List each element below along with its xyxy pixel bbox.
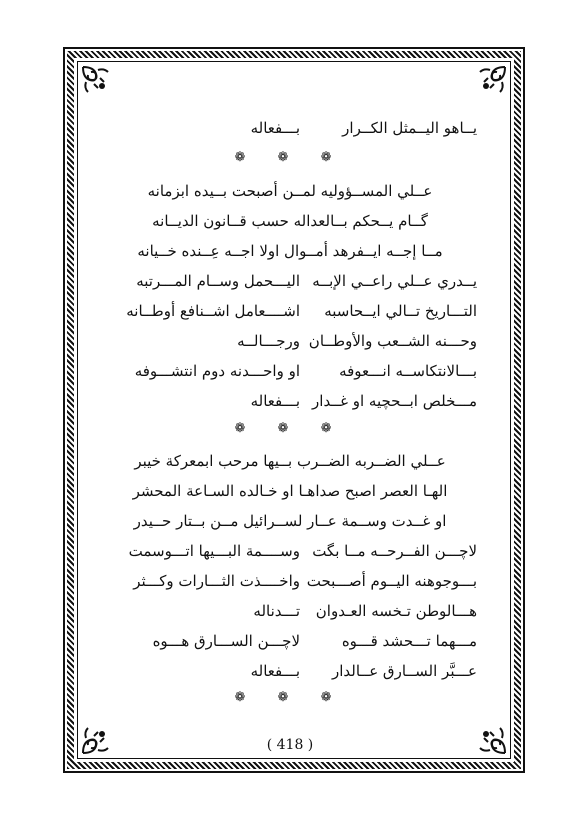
- verse-left-hemistich: واخــــذت الثـــارات وكـــثر: [133, 572, 300, 590]
- verse-right-hemistich: بـــوجوهنه اليــوم أصـــبحت: [306, 572, 477, 590]
- verse-right-hemistich: بـــالانتكاســه انـــعوفه: [339, 362, 477, 380]
- verse-left-hemistich: اليـــحمل وســام المـــرتبه: [136, 272, 300, 290]
- verse-line: گــام يــحكم بــالعداله حسب قــانون الديــانه: [152, 212, 428, 230]
- verse-right-hemistich: التـــاريخ تــالي ايــحاسبه: [324, 302, 477, 320]
- verse-left-hemistich: بـــفعاله: [250, 662, 300, 680]
- verse-right-hemistich: عـــبَّر الســارق عــالدار: [332, 662, 477, 680]
- section-divider-stars: ❁ ❁ ❁: [234, 150, 346, 165]
- verse-line: عــلي المســؤوليه لمــن أصبحت بــيده ابزمانه: [147, 182, 433, 200]
- verse-left-hemistich: ورجـــالــه: [237, 332, 300, 350]
- corner-ornament-icon: [80, 64, 114, 98]
- verse-right-hemistich: مـــخلص ابــحچيه او غــدار: [312, 392, 477, 410]
- verse-line: عــلي الضــربه الضــرب بــيها مرحب ابمعركة خيبر: [134, 452, 446, 470]
- verse-line: او غــدت وســمة عــار لســرائيل مــن بــتار حــيدر: [133, 512, 447, 530]
- verse-right-hemistich: مـــهما تـــحشد قـــوه: [341, 632, 477, 650]
- verse-left-hemistich: او واحـــدنه دوم انتشـــوفه: [134, 362, 300, 380]
- section-divider-stars: ❁ ❁ ❁: [234, 421, 346, 436]
- verse-left-hemistich: لاچـــن الســـارق هـــوه: [152, 632, 300, 650]
- verse-line: مــا إجــه ايــفرهد أمــوال اولا اجــه عِــنده خــيانه: [137, 242, 443, 260]
- verse-left-hemistich: وســــمة البـــيها اتـــوسمت: [128, 542, 300, 560]
- verse-left-hemistich: بـــفعاله: [250, 392, 300, 410]
- verse-right-hemistich: يــدري عــلي راعــي الإبــه: [312, 272, 477, 290]
- verse-right-hemistich: لاچـــن الفــرحــه مــا بگت: [312, 542, 477, 560]
- verse-right-hemistich: يــاهو اليــمثل الكــرار: [342, 119, 477, 137]
- verse-right-hemistich: هـــالوطن تـخسه العـدوان: [315, 602, 477, 620]
- verse-line: الهـا العصر اصبح صداهـا او خـالده السـاعة المحشر: [132, 482, 448, 500]
- verse-left-hemistich: اشــــعامل اشــنافع أوطــانه: [126, 302, 300, 320]
- section-divider-stars: ❁ ❁ ❁: [234, 690, 346, 705]
- verse-left-hemistich: بـــفعاله: [250, 119, 300, 137]
- verse-left-hemistich: تـــدناله: [253, 602, 300, 620]
- verse-right-hemistich: وحـــنه الشــعب والأوطــان: [308, 332, 477, 350]
- page-number: ( 418 ): [266, 737, 314, 753]
- corner-ornament-icon: [474, 64, 508, 98]
